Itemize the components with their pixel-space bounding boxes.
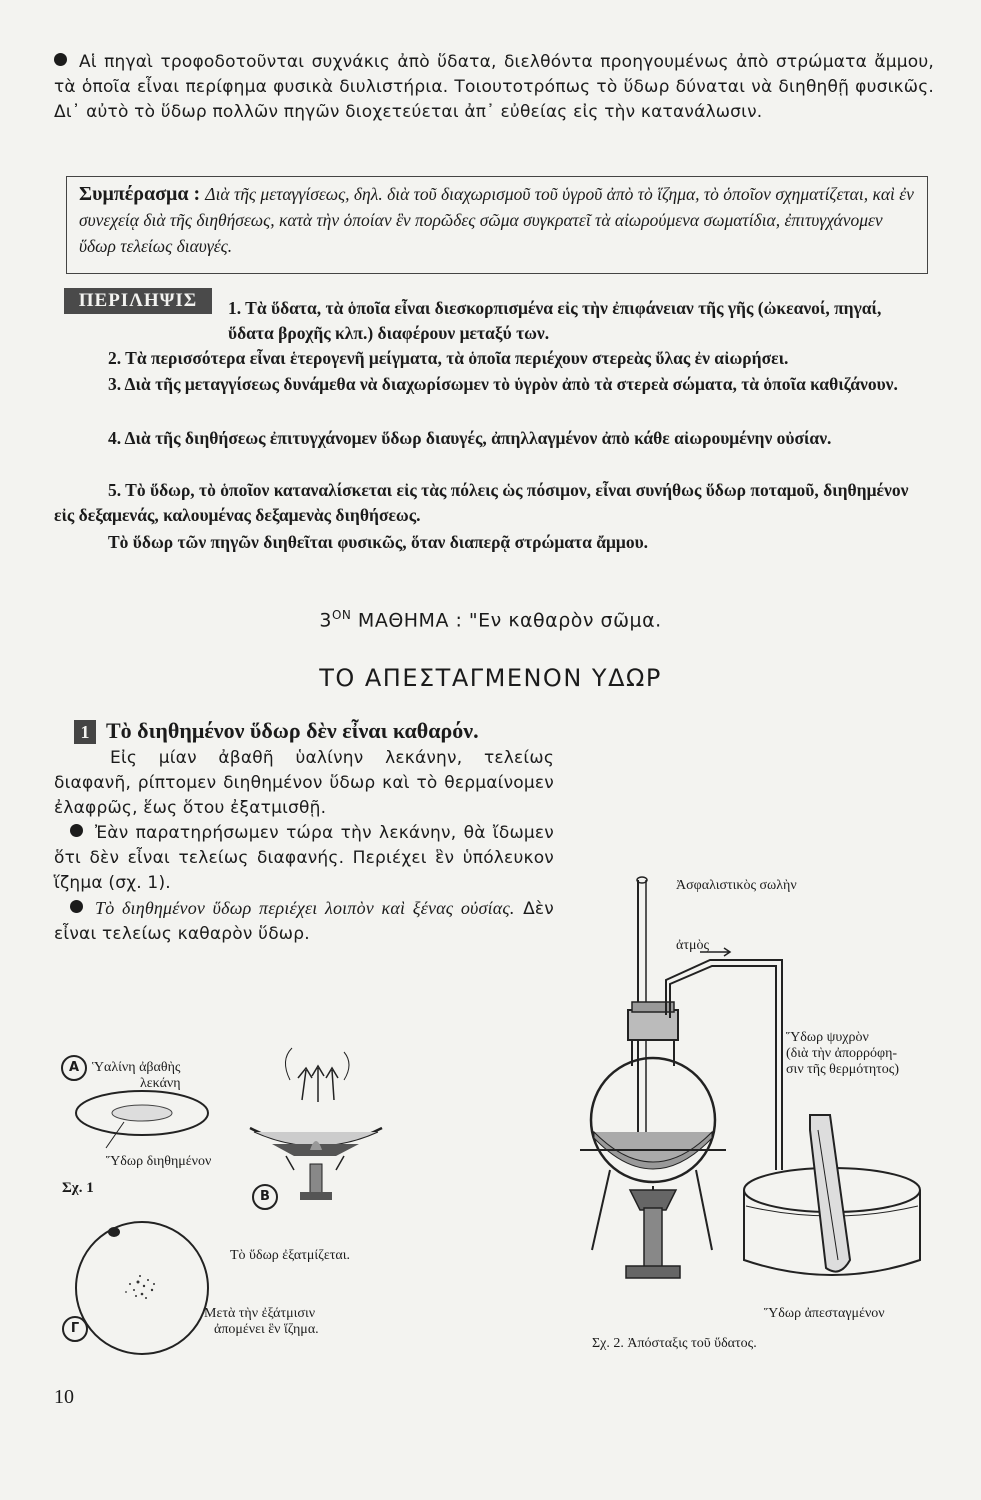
residue-dish xyxy=(76,1222,208,1354)
label-steam: ἀτμὸς xyxy=(676,938,710,953)
section-1 xyxy=(54,718,554,947)
bullet-icon xyxy=(54,53,67,66)
basin-top-view xyxy=(76,1091,208,1148)
section-1-paragraph-2 xyxy=(54,821,554,896)
bullet-icon xyxy=(70,900,83,913)
label-cold-water-3: σιν τῆς θερμότητος) xyxy=(786,1062,899,1077)
lesson-ordinal: ΟΝ xyxy=(331,608,352,622)
intro-paragraph xyxy=(54,50,934,125)
intro-text: Αἱ πηγαὶ τροφοδοτοῦνται συχνάκις ἀπὸ ὕδατα, διελθόντα προηγουμένως ἀπὸ στρώματα ἄμμου, τὰ ὁποῖα εἶναι περίφημα φυσικὰ διυλιστήρια. Τοιουτοτρόπως τὸ ὕδωρ δύναται νὰ διηθηθῇ φυσικῶς. Δι᾽ αὐτὸ τὸ ὕδωρ πολλῶν πηγῶν διοχετεύεται ἀπ᾽ εὐθείας εἰς τὴν κατανάλωσιν. xyxy=(54,52,934,122)
summary-item-2: 2. Τὰ περισσότερα εἶναι ἑτερογενῆ μείγματα, τὰ ὁποῖα περιέχουν στερεὰς ὕλας ἐν αἰωρήσει. xyxy=(108,348,789,368)
figure-2-drawing xyxy=(570,870,950,1340)
figure-1-caption: Σχ. 1 xyxy=(62,1180,94,1196)
page-number: 10 xyxy=(54,1386,74,1408)
section-1-heading: Τὸ διηθημένον ὕδωρ δὲν εἶναι καθαρόν. xyxy=(106,718,479,743)
summary-item-6: Τὸ ὕδωρ τῶν πηγῶν διηθεῖται φυσικῶς, ὅταν διαπερᾷ στρώματα ἄμμου. xyxy=(108,532,649,552)
label-residue-1: Μετὰ τὴν ἐξάτμισιν xyxy=(204,1306,316,1321)
label-cold-water-2: (διὰ τὴν ἀπορρόφη- xyxy=(786,1046,898,1061)
summary-badge: ΠΕΡΙΛΗΨΙΣ xyxy=(64,288,212,314)
section-1-paragraph-3 xyxy=(54,896,554,947)
section-1-italic-text: Τὸ διηθημένον ὕδωρ περιέχει λοιπὸν καὶ ξένας οὐσίας. xyxy=(95,898,515,918)
section-1-paragraph-1: Εἰς μίαν ἀβαθῆ ὑαλίνην λεκάνην, τελείως διαφανῆ, ρίπτομεν διηθημένον ὕδωρ καὶ τὸ θερμαίνομεν ἐλαφρῶς, ἕως ὅτου ἐξατμισθῇ. xyxy=(54,748,554,818)
cooling-bath xyxy=(744,1115,920,1275)
marker-a: Α xyxy=(61,1055,87,1081)
conclusion-text: Διὰ τῆς μεταγγίσεως, δηλ. διὰ τοῦ διαχωρισμοῦ τοῦ ὑγροῦ ἀπὸ τὸ ἵζημα, τὸ ὁποῖον σχηματίζεται, καὶ ἐν συνεχείᾳ διὰ τῆς διηθήσεως, κατὰ τὴν ὁποίαν ἓν πορῶδες σῶμα συγκρατεῖ τὰ αἰωρούμενα σωματίδια, ἐπιτυγχάνομεν ὕδωρ τελείως διαυγές. xyxy=(79,184,914,256)
summary-item-1: 1. Τὰ ὕδατα, τὰ ὁποῖα εἶναι διεσκορπισμένα εἰς τὴν ἐπιφάνειαν τῆς γῆς (ὠκεανοί, πηγαί, ὕδατα βροχῆς κλπ.) διαφέρουν μεταξύ των. xyxy=(228,298,882,343)
marker-b: Β xyxy=(252,1184,278,1210)
lesson-number: 3 xyxy=(319,609,332,632)
label-basin-2: λεκάνη xyxy=(140,1076,181,1091)
label-basin-1: Ὑαλίνη ἀβαθὴς xyxy=(92,1060,181,1075)
conclusion-label: Συμπέρασμα : xyxy=(79,183,201,205)
summary-item-4: 4. Διὰ τῆς διηθήσεως ἐπιτυγχάνομεν ὕδωρ διαυγές, ἀπηλλαγμένον ἀπὸ κάθε αἰωρουμένην οὐσίαν. xyxy=(108,428,832,448)
summary-item-3: 3. Διὰ τῆς μεταγγίσεως δυνάμεθα νὰ διαχωρίσωμεν τὸ ὑγρὸν ἀπὸ τὰ στερεὰ σώματα, τὰ ὁποῖα καθιζάνουν. xyxy=(108,374,898,394)
section-1-heading-row xyxy=(74,718,554,744)
label-residue-2: ἀπομένει ἓν ἵζημα. xyxy=(214,1322,319,1337)
heating-apparatus xyxy=(250,1048,382,1200)
label-water: Ὕδωρ διηθημένον xyxy=(106,1154,212,1169)
conclusion-box xyxy=(66,176,928,274)
section-number-badge: 1 xyxy=(74,720,96,744)
marker-g: Γ xyxy=(62,1316,88,1342)
lesson-label xyxy=(0,608,981,631)
bullet-icon xyxy=(70,824,83,837)
label-distilled-water: Ὕδωρ ἀπεσταγμένον xyxy=(764,1306,885,1321)
lesson-label-text: ΜΑΘΗΜΑ : "Εν καθαρὸν σῶμα. xyxy=(357,609,662,632)
label-safety-tube: Ἀσφαλιστικὸς σωλὴν xyxy=(676,878,797,893)
summary-item-5: 5. Τὸ ὕδωρ, τὸ ὁποῖον καταναλίσκεται εἰς τὰς πόλεις ὡς πόσιμον, εἶναι συνήθως ὕδωρ ποταμοῦ, διηθημένον εἰς δεξαμενάς, καλουμένας δεξαμενὰς διηθήσεως. xyxy=(54,480,909,525)
section-1-paragraph-2-text: Ἐὰν παρατηρήσωμεν τώρα τὴν λεκάνην, θὰ ἴδωμεν ὅτι δὲν εἶναι τελείως διαφανής. Περιέχει ἓν ὑπόλευκον ἵζημα (σχ. 1). xyxy=(54,823,554,893)
label-evaporates: Τὸ ὕδωρ ἐξατμίζεται. xyxy=(230,1248,351,1263)
label-cold-water-1: Ὕδωρ ψυχρὸν xyxy=(786,1030,869,1045)
figure-2-caption: Σχ. 2. Ἀπόσταξις τοῦ ὕδατος. xyxy=(592,1336,757,1351)
section-1-paragraph-3-text: Δὲν εἶναι τελείως καθαρὸν ὕδωρ. xyxy=(54,899,554,944)
lesson-title: ΤΟ ΑΠΕΣΤΑΓΜΕΝΟΝ ΥΔΩΡ xyxy=(319,664,662,692)
